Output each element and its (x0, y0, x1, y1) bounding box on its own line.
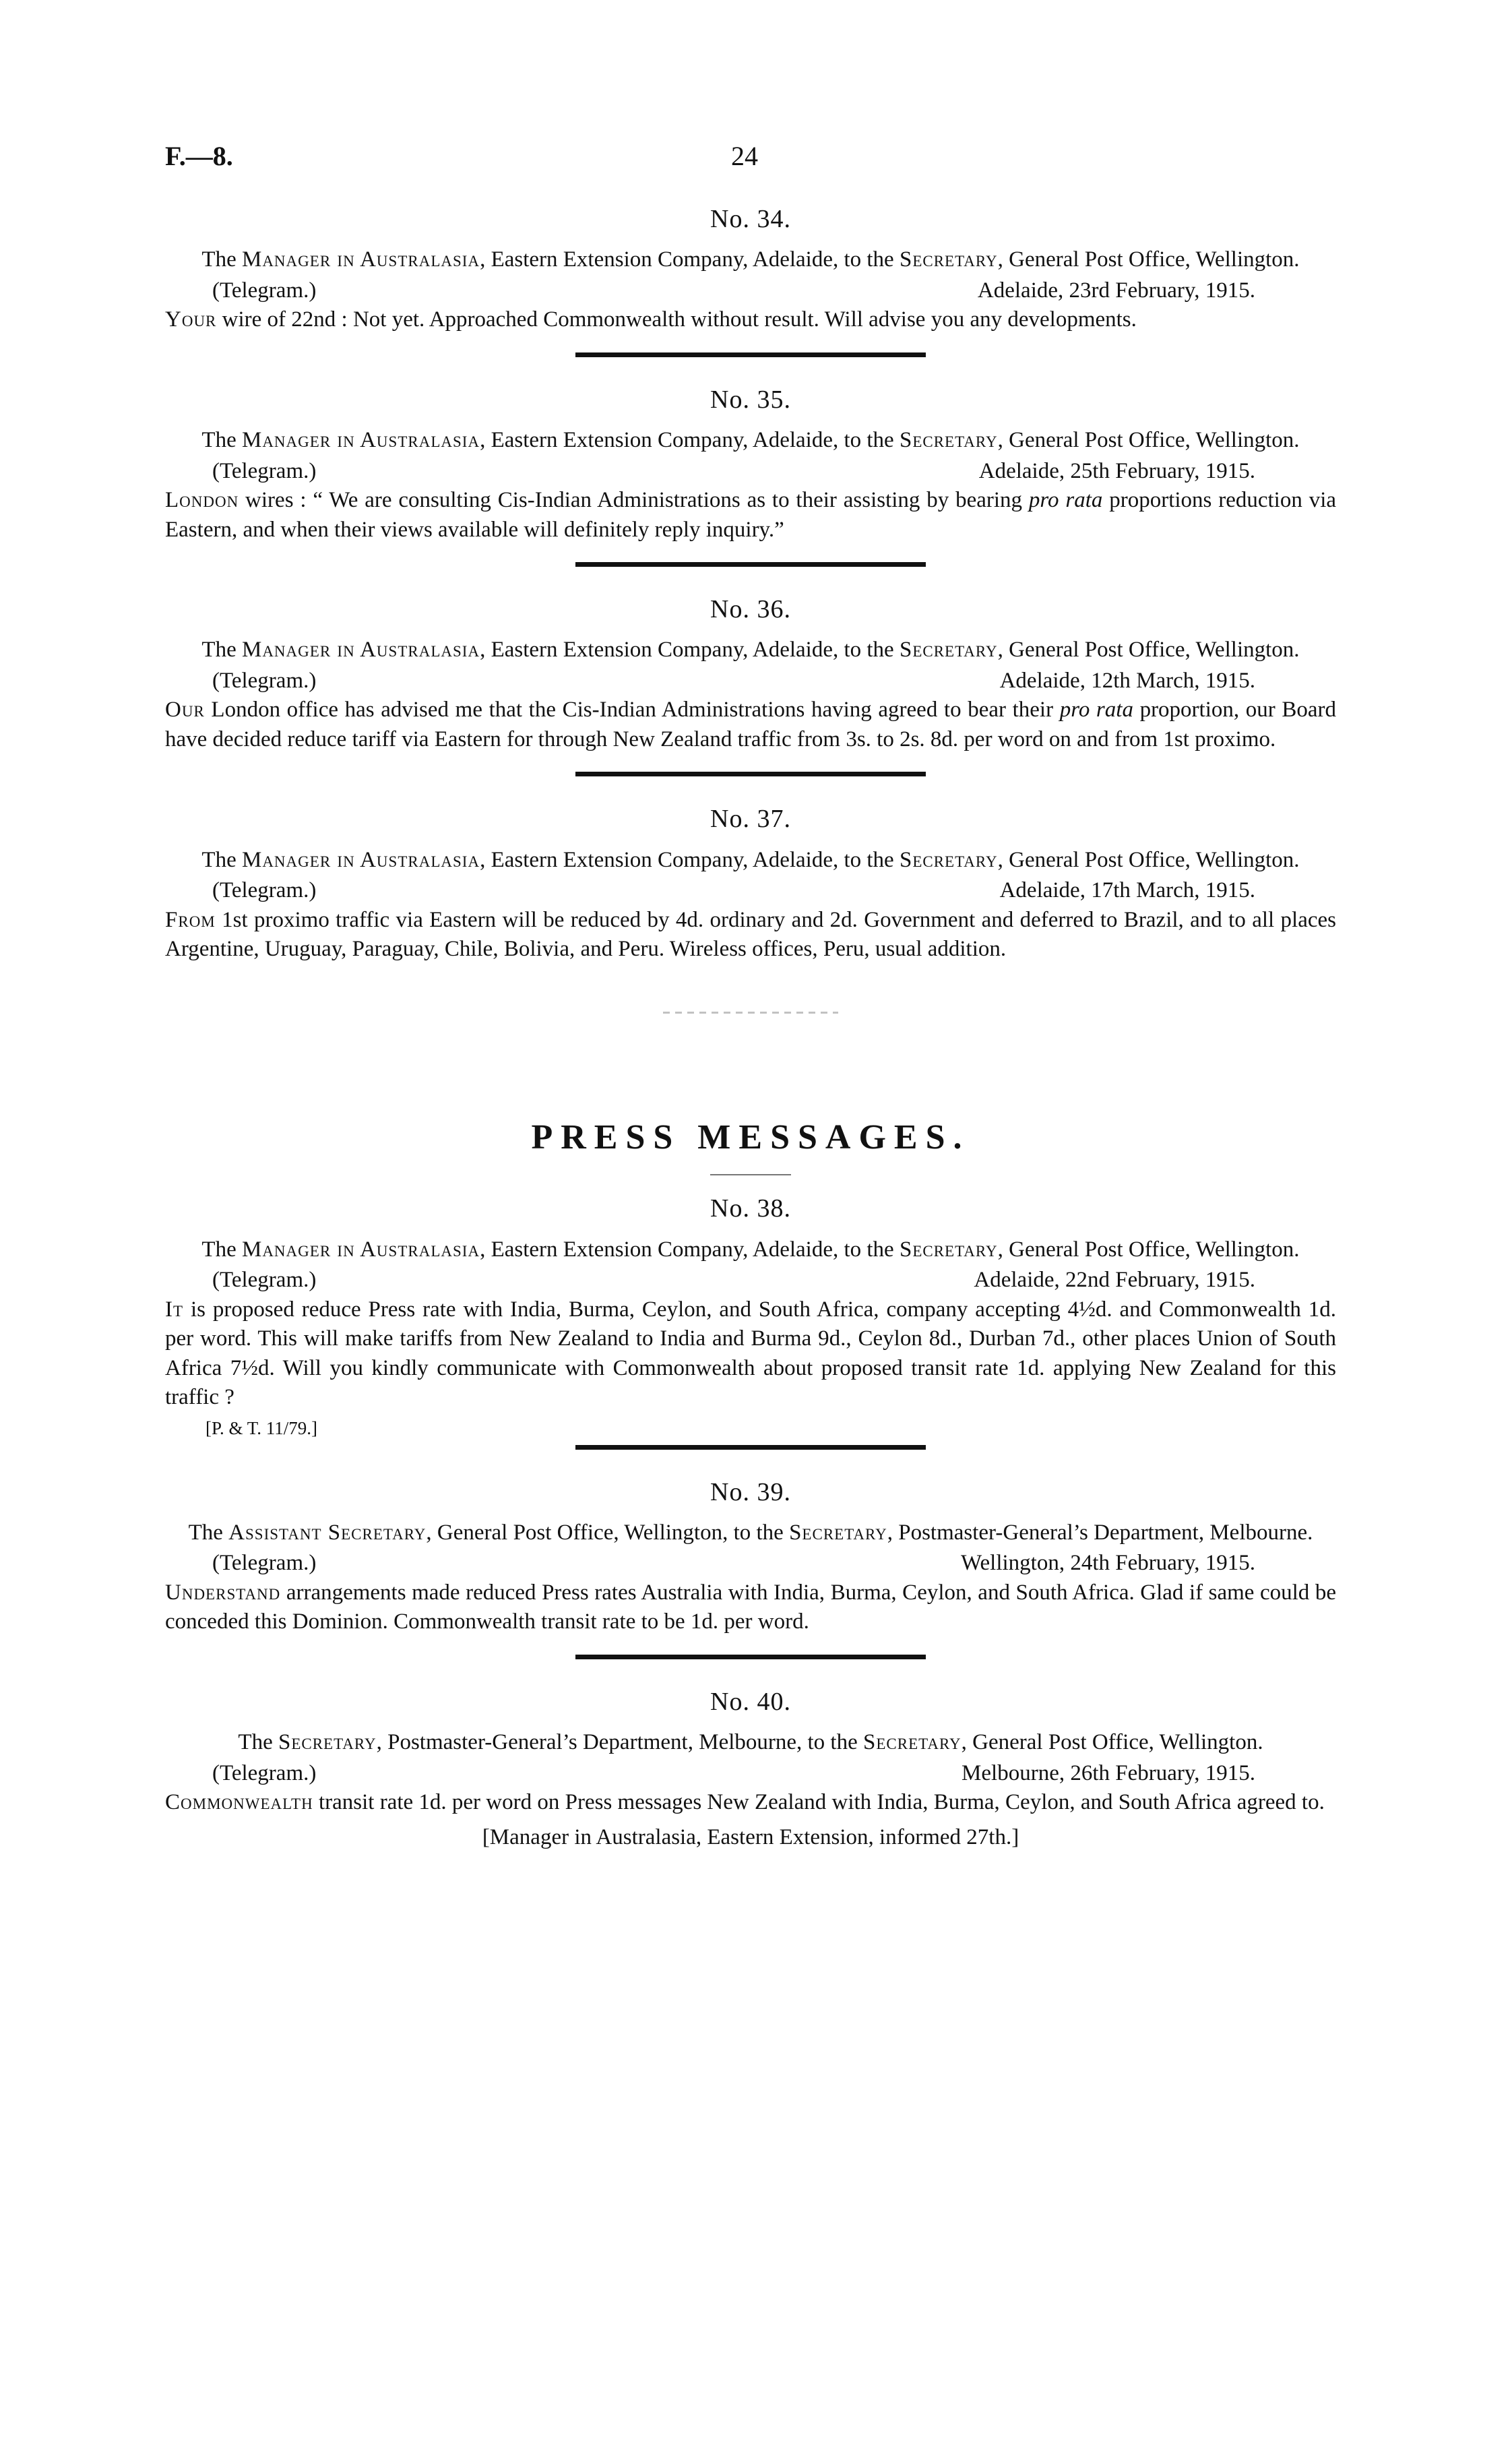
body-text: arrangements made reduced Press rates Australia with India, Burma, Ceylon, and South Africa. Glad if same could be conceded this Dominion. Commonwealth transit rate to be 1d. per word. (165, 1580, 1336, 1634)
body-text: London office has advised me that the Cis-Indian Administrations having agreed to bear their (204, 698, 1060, 722)
message-body (165, 906, 1336, 964)
body-text-continued: proportion, our Board have decided reduce tariff via Eastern for through New Zealand traffic from 3s. to 2s. 8d. per word on and from 1st proximo. (165, 698, 1336, 751)
header-mid: , Postmaster-General’s Department, Melbourne, to the (376, 1730, 863, 1755)
message-header: The Secretary, Postmaster-General’s Department, Melbourne, to the Secretary, General Post Office, Wellington. (238, 1730, 1263, 1755)
lead-word: Our (165, 698, 205, 722)
section-divider (575, 1655, 926, 1659)
message-date: Wellington, 24th February, 1915. (961, 1551, 1255, 1576)
sender: Manager in Australasia (241, 1237, 480, 1262)
header-end: , General Post Office, Wellington. (997, 1237, 1300, 1262)
lead-word: It (165, 1297, 184, 1322)
lead-word: London (165, 488, 239, 513)
message-date: Melbourne, 26th February, 1915. (962, 1760, 1255, 1785)
lead-word: From (165, 907, 216, 932)
message-body (165, 696, 1336, 754)
message-header: The Manager in Australasia, Eastern Extension Company, Adelaide, to the Secretary, General Post Office, Wellington. (201, 1237, 1300, 1262)
header-mid: , Eastern Extension Company, Adelaide, to the (480, 847, 900, 872)
body-italic: pro rata (1028, 488, 1103, 513)
dateline-row (165, 667, 1336, 696)
message-header: The Manager in Australasia, Eastern Extension Company, Adelaide, to the Secretary, General Post Office, Wellington. (201, 427, 1300, 452)
header-end: , General Post Office, Wellington. (997, 847, 1300, 872)
message-type: (Telegram.) (212, 668, 317, 693)
sender: Manager in Australasia (241, 247, 480, 272)
header-end: , General Post Office, Wellington. (997, 427, 1300, 452)
footnote: [Manager in Australasia, Eastern Extension, informed 27th.] (482, 1824, 1019, 1849)
message-number: No. 37. (710, 805, 791, 834)
message-date: Adelaide, 25th February, 1915. (978, 458, 1255, 483)
message-number: No. 39. (710, 1477, 791, 1506)
recipient: Secretary (899, 427, 998, 452)
message-number: No. 40. (710, 1687, 791, 1716)
message-header: The Manager in Australasia, Eastern Extension Company, Adelaide, to the Secretary, General Post Office, Wellington. (201, 638, 1300, 663)
body-text: 1st proximo traffic via Eastern will be reduced by 4d. ordinary and 2d. Government and deferred to Brazil, and to all places Argentine, Uruguay, Paraguay, Chile, Bolivia, and Peru. Wireless offices, Peru, usual addition. (165, 907, 1336, 962)
print-smudge (663, 1012, 838, 1014)
message-type: (Telegram.) (212, 1551, 317, 1576)
message-body (165, 486, 1336, 545)
page-number: 24 (731, 141, 758, 171)
folio-reference: F.—8. (165, 141, 233, 171)
recipient: Secretary (863, 1730, 962, 1755)
dateline-row (165, 1266, 1336, 1295)
section-divider (575, 352, 926, 357)
header-end: , Postmaster-General’s Department, Melbourne. (887, 1520, 1313, 1545)
header-mid: , General Post Office, Wellington, to the (426, 1520, 790, 1545)
header-mid: , Eastern Extension Company, Adelaide, to the (480, 427, 900, 452)
message-date: Adelaide, 23rd February, 1915. (977, 278, 1255, 303)
dateline-row (165, 1549, 1336, 1578)
message-body (165, 1295, 1336, 1413)
header-mid: , Eastern Extension Company, Adelaide, to the (480, 638, 900, 663)
header-mid: , Eastern Extension Company, Adelaide, to the (480, 247, 900, 272)
message-number: No. 38. (710, 1194, 791, 1223)
message-35 (165, 383, 1336, 545)
body-text: wires : “ We are consulting Cis-Indian Administrations as to their assisting by bearing (239, 488, 1029, 513)
body-italic: pro rata (1059, 698, 1133, 722)
message-type: (Telegram.) (212, 458, 317, 483)
sender: Secretary (278, 1730, 377, 1755)
section-divider (575, 772, 926, 776)
message-40 (165, 1685, 1336, 1852)
body-text: transit rate 1d. per word on Press messages New Zealand with India, Burma, Ceylon, and South Africa agreed to. (313, 1790, 1325, 1815)
message-34 (165, 202, 1336, 335)
dateline-row (165, 876, 1336, 906)
lead-word: Commonwealth (165, 1790, 313, 1815)
section-title: PRESS MESSAGES. (531, 1117, 970, 1157)
body-text-continued: proportions reduction via Eastern, and when their views available will definitely reply inquiry.” (165, 488, 1337, 542)
dateline-row (165, 457, 1336, 487)
section-divider (575, 1445, 926, 1450)
message-number: No. 34. (710, 205, 791, 233)
header-end: , General Post Office, Wellington. (997, 638, 1300, 663)
recipient: Secretary (899, 247, 998, 272)
page-content (165, 202, 1336, 1852)
dateline-row (165, 276, 1336, 306)
body-text: is proposed reduce Press rate with India, Burma, Ceylon, and South Africa, company accepting 4½d. and Commonwealth 1d. per word. This will make tariffs from New Zealand to India and Burma 9d., Ceylon 8d., Durban 7d., other places Union of South Africa 7½d. Will you kindly communicate with Commonwealth about proposed transit rate 1d. applying New Zealand for this traffic ? (165, 1297, 1336, 1410)
sender: Manager in Australasia (241, 847, 480, 872)
message-37 (165, 802, 1336, 964)
section-divider (575, 562, 926, 567)
sender: Manager in Australasia (241, 638, 480, 663)
message-body (165, 305, 1336, 335)
lead-word: Understand (165, 1580, 281, 1605)
message-36 (165, 592, 1336, 754)
message-header: The Manager in Australasia, Eastern Extension Company, Adelaide, to the Secretary, General Post Office, Wellington. (201, 247, 1300, 272)
message-number: No. 35. (710, 385, 791, 414)
header-mid: , Eastern Extension Company, Adelaide, to the (480, 1237, 900, 1262)
message-39 (165, 1475, 1336, 1637)
recipient: Secretary (899, 847, 998, 872)
message-type: (Telegram.) (212, 1760, 317, 1785)
message-header: The Manager in Australasia, Eastern Extension Company, Adelaide, to the Secretary, General Post Office, Wellington. (201, 847, 1300, 872)
header-end: , General Post Office, Wellington. (961, 1730, 1263, 1755)
message-38 (165, 1192, 1336, 1440)
header-end: , General Post Office, Wellington. (997, 247, 1300, 272)
message-type: (Telegram.) (212, 878, 317, 903)
body-text: wire of 22nd : Not yet. Approached Commonwealth without result. Will advise you any developments. (216, 307, 1137, 332)
recipient: Secretary (899, 638, 998, 663)
message-number: No. 36. (710, 595, 791, 624)
message-body (165, 1788, 1336, 1818)
file-reference: [P. & T. 11/79.] (206, 1417, 318, 1438)
message-date: Adelaide, 12th March, 1915. (999, 668, 1255, 693)
sender: Assistant Secretary (228, 1520, 427, 1545)
message-type: (Telegram.) (212, 1268, 317, 1293)
message-body (165, 1578, 1336, 1637)
recipient: Secretary (899, 1237, 998, 1262)
sender: Manager in Australasia (241, 427, 480, 452)
title-underline (710, 1174, 791, 1175)
message-header: The Assistant Secretary, General Post Office, Wellington, to the Secretary, Postmaster-General’s Department, Melbourne. (188, 1520, 1313, 1545)
message-date: Adelaide, 22nd February, 1915. (974, 1268, 1255, 1293)
lead-word: Your (165, 307, 217, 332)
message-date: Adelaide, 17th March, 1915. (999, 878, 1255, 903)
dateline-row (165, 1759, 1336, 1789)
message-type: (Telegram.) (212, 278, 317, 303)
recipient: Secretary (789, 1520, 887, 1545)
